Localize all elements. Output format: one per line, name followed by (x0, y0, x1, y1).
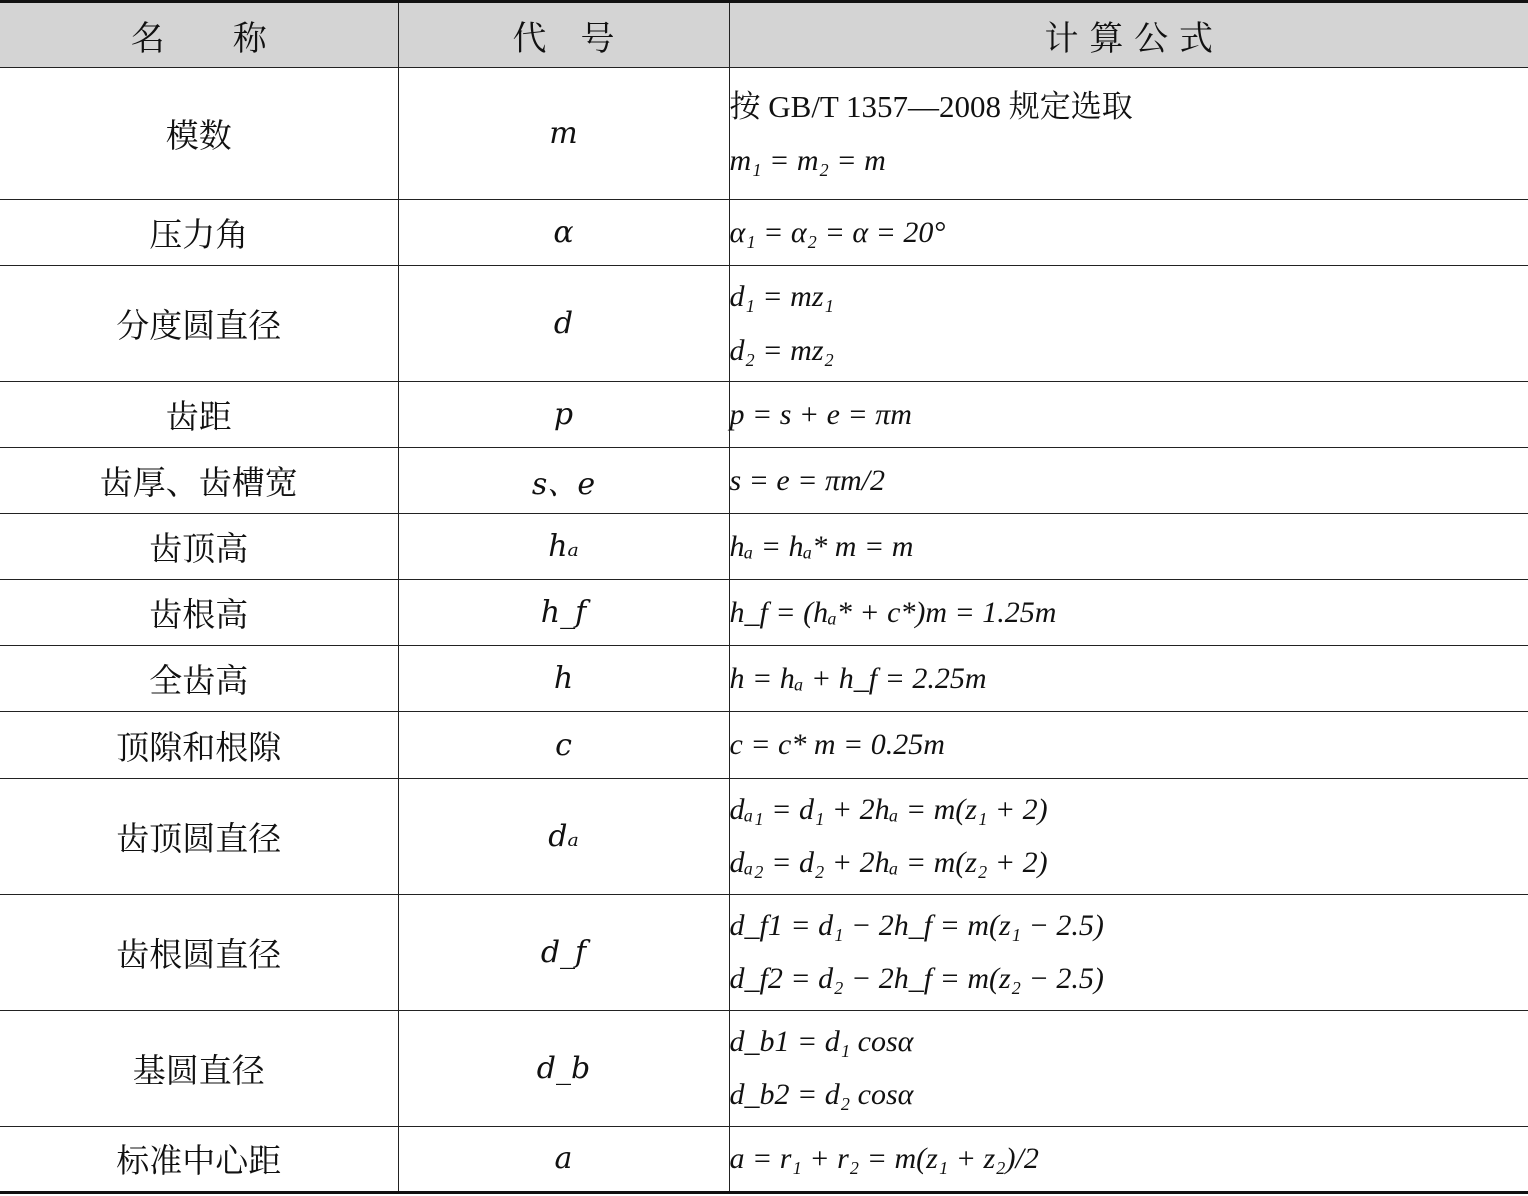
table-row (0, 200, 1528, 266)
parameter-name: 齿根高 (0, 580, 398, 646)
parameter-symbol: c (398, 712, 729, 778)
parameter-symbol: p (398, 382, 729, 448)
parameter-name: 基圆直径 (0, 1010, 398, 1126)
table-row (0, 646, 1528, 712)
parameter-name: 压力角 (0, 200, 398, 266)
formula-line: p = s + e = πm (729, 398, 912, 432)
table-row (0, 778, 1528, 894)
parameter-formula (729, 712, 1528, 778)
table-row (0, 1126, 1528, 1192)
formula-line: a = r₁ + r₂ = m(z₁ + z₂)/2 (729, 1142, 1039, 1176)
formula-line: 按 GB/T 1357—2008 规定选取 (729, 88, 1133, 124)
parameter-symbol: d_f (398, 894, 729, 1010)
formula-line: c = c* m = 0.25m (729, 728, 945, 762)
formula-line: d_f2 = d₂ − 2h_f = m(z₂ − 2.5) (729, 962, 1104, 996)
table-row (0, 894, 1528, 1010)
parameter-name: 模数 (0, 68, 398, 200)
parameter-formula (729, 266, 1528, 382)
table-row (0, 382, 1528, 448)
table-row (0, 1010, 1528, 1126)
parameter-name: 标准中心距 (0, 1126, 398, 1192)
header-name: 名 称 (0, 2, 398, 68)
formula-line: h_f = (hₐ* + c*)m = 1.25m (729, 596, 1057, 630)
parameter-symbol: hₐ (398, 514, 729, 580)
parameter-symbol: a (398, 1126, 729, 1192)
parameter-symbol: h (398, 646, 729, 712)
parameter-name: 齿顶高 (0, 514, 398, 580)
parameter-symbol: s、e (398, 448, 729, 514)
formula-line: d₁ = mz₁ (729, 280, 834, 314)
parameter-symbol: d_b (398, 1010, 729, 1126)
parameter-formula (729, 646, 1528, 712)
table-row (0, 514, 1528, 580)
table-row (0, 580, 1528, 646)
formula-line: dₐ₁ = d₁ + 2hₐ = m(z₁ + 2) (729, 792, 1048, 826)
parameter-name: 分度圆直径 (0, 266, 398, 382)
formula-line: d_b1 = d₁ cosα (729, 1024, 914, 1058)
header-code: 代 号 (398, 2, 729, 68)
parameter-formula (729, 1126, 1528, 1192)
formula-line: d_b2 = d₂ cosα (729, 1078, 914, 1112)
parameter-symbol: dₐ (398, 778, 729, 894)
table-row (0, 266, 1528, 382)
parameter-formula (729, 514, 1528, 580)
parameter-formula (729, 382, 1528, 448)
parameter-formula (729, 200, 1528, 266)
parameter-formula (729, 580, 1528, 646)
formula-line: α₁ = α₂ = α = 20° (729, 215, 946, 249)
formula-line: hₐ = hₐ* m = m (729, 530, 914, 564)
parameter-formula (729, 778, 1528, 894)
parameter-name: 顶隙和根隙 (0, 712, 398, 778)
parameter-symbol: α (398, 200, 729, 266)
formula-line: dₐ₂ = d₂ + 2hₐ = m(z₂ + 2) (729, 846, 1048, 880)
table-row (0, 68, 1528, 200)
table-header-row (0, 2, 1528, 68)
table-body (0, 68, 1528, 1193)
parameter-name: 齿根圆直径 (0, 894, 398, 1010)
formula-line: h = hₐ + h_f = 2.25m (729, 662, 987, 696)
parameter-symbol: d (398, 266, 729, 382)
parameter-formula (729, 894, 1528, 1010)
formula-line: s = e = πm/2 (729, 464, 886, 498)
parameter-name: 齿厚、齿槽宽 (0, 448, 398, 514)
formula-line: d_f1 = d₁ − 2h_f = m(z₁ − 2.5) (729, 908, 1104, 942)
table-row (0, 712, 1528, 778)
parameter-name: 齿距 (0, 382, 398, 448)
parameter-name: 齿顶圆直径 (0, 778, 398, 894)
formula-line: d₂ = mz₂ (729, 333, 834, 367)
parameter-name: 全齿高 (0, 646, 398, 712)
parameter-formula (729, 448, 1528, 514)
table-row (0, 448, 1528, 514)
parameter-formula (729, 1010, 1528, 1126)
header-formula: 计 算 公 式 (729, 2, 1528, 68)
parameter-formula (729, 68, 1528, 200)
parameter-symbol: h_f (398, 580, 729, 646)
formula-line: m₁ = m₂ = m (729, 144, 886, 178)
parameter-symbol: m (398, 68, 729, 200)
